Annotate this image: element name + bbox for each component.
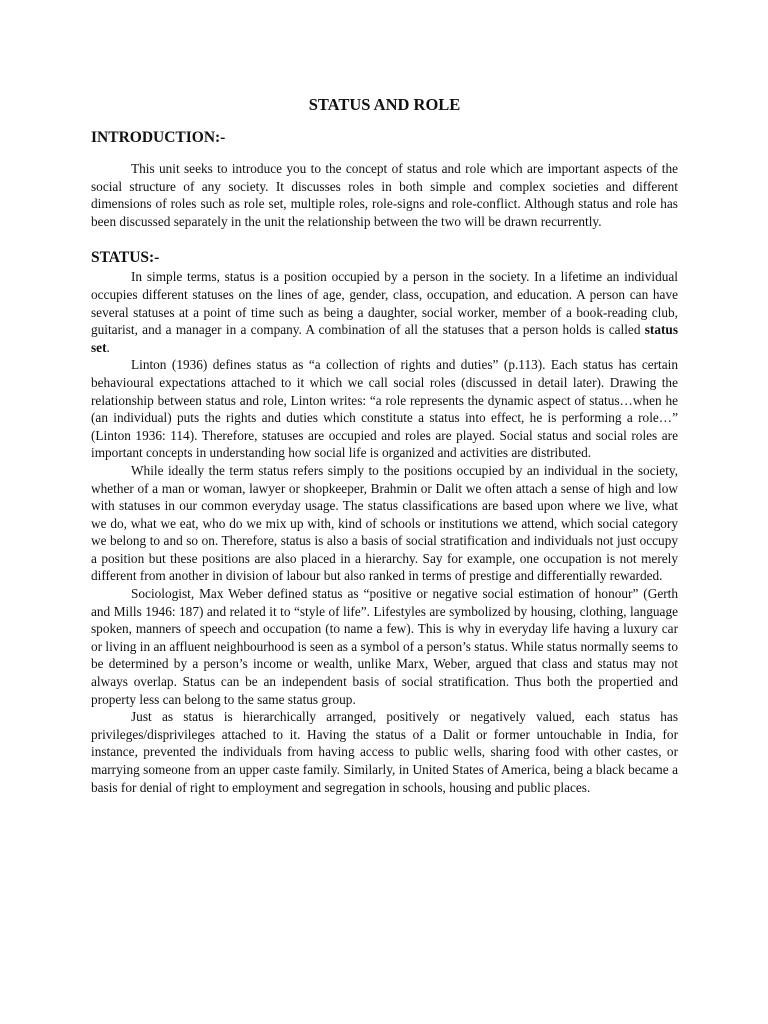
status-paragraph-1-end: .: [106, 339, 110, 355]
introduction-heading: INTRODUCTION:-: [91, 129, 226, 146]
status-paragraph-4: Sociologist, Max Weber defined status as “positive or negative social estimation of honour” (Gerth and Mills 1946: 187) and related it to “style of life”. Lifestyles are symbolized by housing, clothing, language spoken, manners of speech and occupation (to name a few). This is why in everyday life having a luxury car or living in an affluent neighbourhood is seen as a symbol of a person’s status. While status normally seems to be determined by a person’s income or wealth, unlike Marx, Weber, argued that class and status may not always overlap. Status can be an independent basis of social stratification. Thus both the propertied and property less can belong to the same status group.: [91, 586, 678, 707]
status-set-term: status set: [91, 322, 678, 355]
status-paragraph-3: While ideally the term status refers simply to the positions occupied by an individual in the society, whether of a man or woman, lawyer or shopkeeper, Brahmin or Dalit we often attach a sense of high and low with statuses in our common everyday usage. The status classifications are based upon where we live, what we do, what we eat, who do we mix up with, kind of schools or institutions we attend, which social category we belong to and so on. Therefore, status is also a basis of social stratification and individuals not just occupy a position but these positions are also placed in a hierarchy. Say for example, one occupation is not merely different from another in division of labour but also ranked in terms of prestige and differentially rewarded.: [91, 462, 678, 584]
document-page: [91, 94, 678, 796]
document-title: STATUS AND ROLE: [308, 95, 461, 114]
status-paragraph-2: Linton (1936) defines status as “a collection of rights and duties” (p.113). Each status has certain behavioural expectations attached to it which we call social roles (discussed in detail later). Drawing the relationship between status and role, Linton writes: “a role represents the dynamic aspect of status…when he (an individual) puts the rights and duties which constitute a status into effect, he is performing a role…” (Linton 1936: 114). Therefore, statuses are occupied and roles are played. Social status and social roles are important concepts in understanding how social life is organized and activities are distributed.: [91, 357, 678, 461]
introduction-paragraph: This unit seeks to introduce you to the concept of status and role which are important aspects of the social structure of any society. It discusses roles in both simple and complex societies and different dimensions of roles such as role set, multiple roles, role-signs and role-conflict. Although status and role has been discussed separately in the unit the relationship between the two will be drawn recurrently.: [91, 161, 678, 229]
status-paragraph-5: Just as status is hierarchically arranged, positively or negatively valued, each status has privileges/disprivileges attached to it. Having the status of a Dalit or former untouchable in India, for instance, prevented the individuals from having access to public wells, sharing food with other castes, or marrying someone from an upper caste family. Similarly, in United States of America, being a black became a basis for denial of right to employment and segregation in schools, housing and public places.: [91, 709, 678, 795]
status-paragraph-1: [91, 268, 678, 356]
status-paragraph-1-text: In simple terms, status is a position occupied by a person in the society. In a lifetime an individual occupies different statuses on the lines of age, gender, class, occupation, and education. A person can have several statuses at a point of time such as being a daughter, social worker, member of a book-reading club, guitarist, and a manager in a company. A combination of all the statuses that a person holds is called: [91, 269, 678, 338]
status-heading: STATUS:-: [91, 249, 160, 267]
